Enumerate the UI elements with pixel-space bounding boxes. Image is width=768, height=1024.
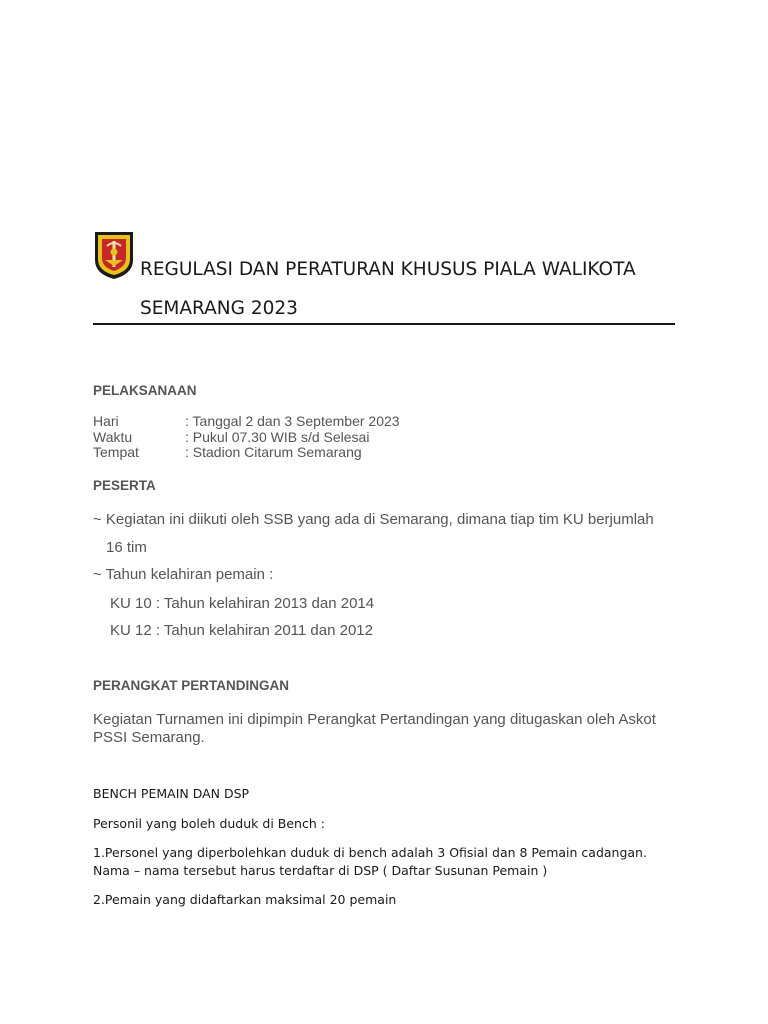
peserta-line1-continuation: 16 tim xyxy=(106,539,147,556)
peserta-line1: ~ Kegiatan ini diikuti oleh SSB yang ada di Semarang, dimana tiap tim KU berjumlah xyxy=(93,511,654,528)
bench-intro: Personil yang boleh duduk di Bench : xyxy=(93,816,325,831)
bench-item1-line2: Nama – nama tersebut harus terdaftar di DSP ( Daftar Susunan Pemain ) xyxy=(93,863,548,878)
document-title-line1: REGULASI DAN PERATURAN KHUSUS PIALA WALIKOTA xyxy=(140,259,636,280)
schedule-value-hari: : Tanggal 2 dan 3 September 2023 xyxy=(185,413,400,429)
section-heading-pelaksanaan: PELAKSANAAN xyxy=(93,383,197,398)
schedule-label-tempat: Tempat xyxy=(93,444,139,460)
schedule-label-waktu: Waktu xyxy=(93,429,133,445)
section-heading-bench: BENCH PEMAIN DAN DSP xyxy=(93,786,250,801)
perangkat-text: Kegiatan Turnamen ini dipimpin Perangkat Pertandingan yang ditugaskan oleh Askot PSSI Semarang. xyxy=(93,711,656,746)
schedule-label-hari: Hari xyxy=(93,413,119,429)
schedule-value-tempat: : Stadion Citarum Semarang xyxy=(185,444,362,460)
peserta-ku10: KU 10 : Tahun kelahiran 2013 dan 2014 xyxy=(110,595,375,612)
peserta-line2: ~ Tahun kelahiran pemain : xyxy=(93,566,274,583)
semarang-coat-of-arms-icon xyxy=(93,230,135,280)
section-heading-perangkat: PERANGKAT PERTANDINGAN xyxy=(93,678,290,693)
peserta-ku12: KU 12 : Tahun kelahiran 2011 dan 2012 xyxy=(110,622,373,639)
schedule-value-waktu: : Pukul 07.30 WIB s/d Selesai xyxy=(185,429,370,445)
document-title-line2: SEMARANG 2023 xyxy=(140,298,298,319)
bench-item1-line1: 1.Personel yang diperbolehkan duduk di bench adalah 3 Ofisial dan 8 Pemain cadangan. xyxy=(93,845,647,860)
title-underline xyxy=(93,323,675,325)
bench-item2: 2.Pemain yang didaftarkan maksimal 20 pemain xyxy=(93,892,397,907)
section-heading-peserta: PESERTA xyxy=(93,478,156,493)
